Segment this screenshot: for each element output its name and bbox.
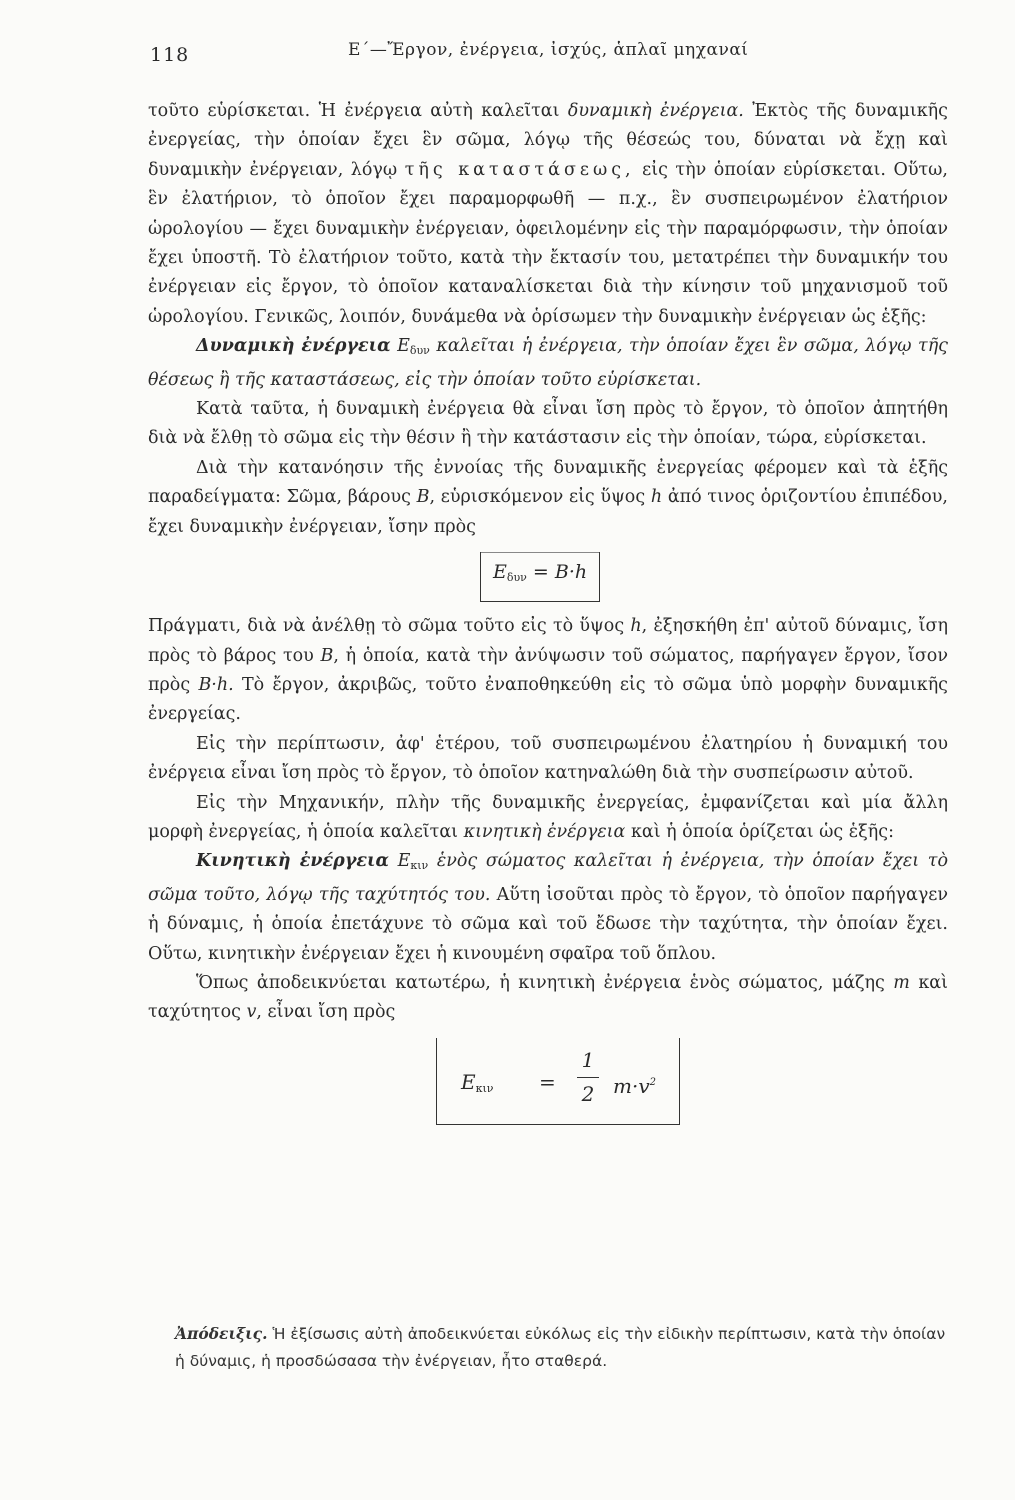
- text-run: καὶ ἡ ὁποία ὁρίζεται ὡς ἑξῆς:: [630, 821, 894, 842]
- symbol: m: [893, 972, 910, 993]
- definition-kinetic-energy: [148, 847, 948, 969]
- text-run: εἰς τὴν ὁποίαν εὑρίσκεται. Οὕτω, ἓν ἐλατήριον, τὸ ὁποῖον ἔχει παραμορφωθῆ — π.χ., ἓν συσπειρωμένον ἐλατήριον ὡρολογίου — ἔχει δυναμικὴν ἐνέργειαν, ὀφειλομένην εἰς τὴν παραμόρφωσιν, τὴν ὁποίαν ἔχει ὑποστῆ. Τὸ ἐλατήριον τοῦτο, κατὰ τὴν ἔκτασίν του, μετατρέπει τὴν δυναμικήν του ἐνέργειαν εἰς ἔργον, τὸ ὁποῖον καταναλίσκεται διὰ τὴν κίνησιν τοῦ μηχανισμοῦ τοῦ ὡρολογίου. Γενικῶς, λοιπόν, δυνάμεθα νὰ ὁρίσωμεν τὴν δυναμικὴν ἐνέργειαν ὡς ἑξῆς:: [148, 159, 948, 327]
- definition-term: Κινητικὴ ἐνέργεια: [196, 851, 389, 872]
- running-title: Ε΄—Ἔργον, ἐνέργεια, ἰσχύς, ἁπλαῖ μηχαναί: [348, 40, 749, 60]
- paragraph-potential-energy-intro: [148, 97, 948, 332]
- paragraph-examples: [148, 454, 948, 542]
- equation-kinetic: [148, 1038, 948, 1134]
- text-run: , ἐξησκήθη ἐπ' αὐτοῦ δύναμις, ἴση πρὸς τὸ βάρος του: [148, 616, 948, 666]
- equation-box: [436, 1038, 680, 1125]
- term-potential-energy: δυναμικὴ ἐνέργεια.: [567, 101, 744, 121]
- symbol: E: [397, 851, 411, 872]
- superscript: 2: [649, 1076, 656, 1088]
- footnote-text: [175, 1320, 950, 1375]
- term-kinetic-energy: κινητικὴ ἐνέργεια: [463, 821, 626, 842]
- footnote: [175, 1320, 950, 1375]
- denominator: 2: [581, 1082, 595, 1107]
- body-text: [148, 97, 948, 1148]
- text-run: Εἰς τὴν περίπτωσιν, ἀφ' ἑτέρου, τοῦ συσπειρωμένου ἐλατηρίου ἡ δυναμική του ἐνέργεια εἶναι ἴση πρὸς τὸ ἔργον, τὸ ὁποῖον κατηναλώθη διὰ τὴν συσπείρωσιν αὐτοῦ.: [148, 733, 948, 784]
- text-run: Εἰς τὴν Μηχανικήν, πλὴν τῆς δυναμικῆς ἐνεργείας, ἐμφανίζεται καὶ μία ἄλλη μορφὴ ἐνεργείας, ἡ ὁποία καλεῖται: [148, 792, 948, 842]
- symbol: E: [493, 561, 507, 584]
- page-number: 118: [150, 44, 190, 66]
- text-run: Διὰ τὴν κατανόησιν τῆς ἐννοίας τῆς δυναμικῆς ἐνεργείας φέρομεν καὶ τὰ ἑξῆς παραδείγματα: Σῶμα, βάρους: [148, 457, 948, 508]
- equation-rhs: = B·h: [532, 561, 588, 584]
- text-run: , ἡ ὁποία, κατὰ τὴν ἀνύψωσιν τοῦ σώματος, παρήγαγεν ἔργον, ἴσον πρὸς: [148, 645, 948, 695]
- text-run: ἀπό τινος ὁριζοντίου ἐπιπέδου, ἔχει δυναμικὴν ἐνέργειαν, ἴσην πρὸς: [148, 487, 948, 537]
- symbol: E: [461, 1069, 476, 1094]
- paragraph-kinetic-intro: [148, 789, 948, 848]
- footnote-body: Ἡ ἐξίσωσις αὐτὴ ἀποδεικνύεται εὐκόλως εἰς τὴν εἰδικὴν περίπτωσιν, κατὰ τὴν ὁποίαν ἡ δύναμις, ἡ προσδώσασα τὴν ἐνέργειαν, ἦτο σταθερά.: [175, 1325, 946, 1370]
- symbol: v: [246, 1002, 257, 1023]
- text-run: , εἶναι ἴση πρὸς: [256, 1002, 396, 1023]
- text-run: τοῦτο εὑρίσκεται. Ἡ ἐνέργεια αὐτὴ καλεῖται: [148, 101, 560, 121]
- text-run: Ὅπως ἀποδεικνύεται κατωτέρω, ἡ κινητικὴ ἐνέργεια ἑνὸς σώματος, μάζης: [196, 972, 885, 993]
- text-run: καὶ ταχύτητος: [148, 972, 948, 1023]
- paragraph-spring: [148, 730, 948, 789]
- text-run: , εὑρισκόμενον εἰς ὕψος: [429, 487, 646, 508]
- paragraph-explanation: [148, 612, 948, 730]
- definition-text: ἑνὸς σώματος καλεῖται ἡ ἐνέργεια, τὴν ὁποίαν ἔχει τὸ σῶμα τοῦτο, λόγῳ τῆς ταχύτητός του.: [148, 851, 948, 905]
- text-run: Κατὰ ταῦτα, ἡ δυναμικὴ ἐνέργεια θὰ εἶναι ἴση πρὸς τὸ ἔργον, τὸ ὁποῖον ἀπητήθη διὰ νὰ ἔλθῃ τὸ σῶμα εἰς τὴν θέσιν ἢ τὴν κατάστασιν εἰς τὴν ὁποίαν, τώρα, εὑρίσκεται.: [148, 399, 948, 449]
- definition-text: καλεῖται ἡ ἐνέργεια, τὴν ὁποίαν ἔχει ἓν σῶμα, λόγῳ τῆς θέσεως ἢ τῆς καταστάσεως, εἰς τὴν ὁποίαν τοῦτο εὑρίσκεται.: [148, 336, 948, 390]
- symbol: h: [630, 616, 642, 637]
- subscript: δυν: [506, 571, 527, 585]
- symbol: m·v: [613, 1073, 650, 1098]
- equation-box: [480, 552, 600, 601]
- text-run: Τὸ ἔργον, ἀκριβῶς, τοῦτο ἐναποθηκεύθη εἰς τὸ σῶμα ὑπὸ μορφὴν δυναμικῆς ἐνεργείας.: [148, 674, 948, 725]
- subscript: κιν: [410, 859, 429, 873]
- definition-term: Δυναμικὴ ἐνέργεια: [196, 336, 391, 357]
- symbol: E: [397, 336, 410, 357]
- subscript: κιν: [475, 1081, 494, 1095]
- equation-rhs: [613, 1068, 656, 1101]
- symbol: B·h.: [198, 674, 234, 695]
- fraction-bar: [577, 1077, 599, 1078]
- symbol: h: [650, 487, 663, 508]
- text-run: Αὕτη ἰσοῦται πρὸς τὸ ἔργον, τὸ ὁποῖον παρήγαγεν ἡ δύναμις, ἡ ὁποία ἐπετάχυνε τὸ σῶμα καὶ τοῦ ἔδωσε τὴν ταχύτητα, τὴν ὁποίαν ἔχει. Οὕτω, κινητικὴν ἐνέργειαν ἔχει ἡ κινουμένη σφαῖρα τοῦ ὅπλου.: [148, 884, 948, 964]
- spaced-emphasis: τῆς καταστάσεως,: [404, 159, 635, 180]
- numerator: 1: [581, 1047, 595, 1072]
- symbol: B: [320, 645, 334, 666]
- definition-potential-energy: [148, 332, 948, 395]
- equals-sign: =: [539, 1069, 556, 1094]
- paragraph-work-equivalence: [148, 395, 948, 454]
- fraction: [577, 1046, 599, 1110]
- subscript: δυν: [409, 344, 430, 358]
- equation-lhs: [461, 1068, 493, 1103]
- equation-potential: [148, 550, 948, 602]
- footnote-label: Ἀπόδειξις.: [175, 1324, 268, 1343]
- symbol: B: [416, 487, 430, 508]
- text-run: Πράγματι, διὰ νὰ ἀνέλθῃ τὸ σῶμα τοῦτο εἰς τὸ ὕψος: [148, 616, 625, 637]
- paragraph-kinetic-formula-intro: [148, 969, 948, 1028]
- text-run: Ἐκτὸς τῆς δυναμικῆς ἐνεργείας, τὴν ὁποίαν ἔχει ἓν σῶμα, λόγῳ τῆς θέσεώς του, δύναται νὰ ἔχῃ καὶ δυναμικὴν ἐνέργειαν, λόγῳ: [148, 101, 948, 180]
